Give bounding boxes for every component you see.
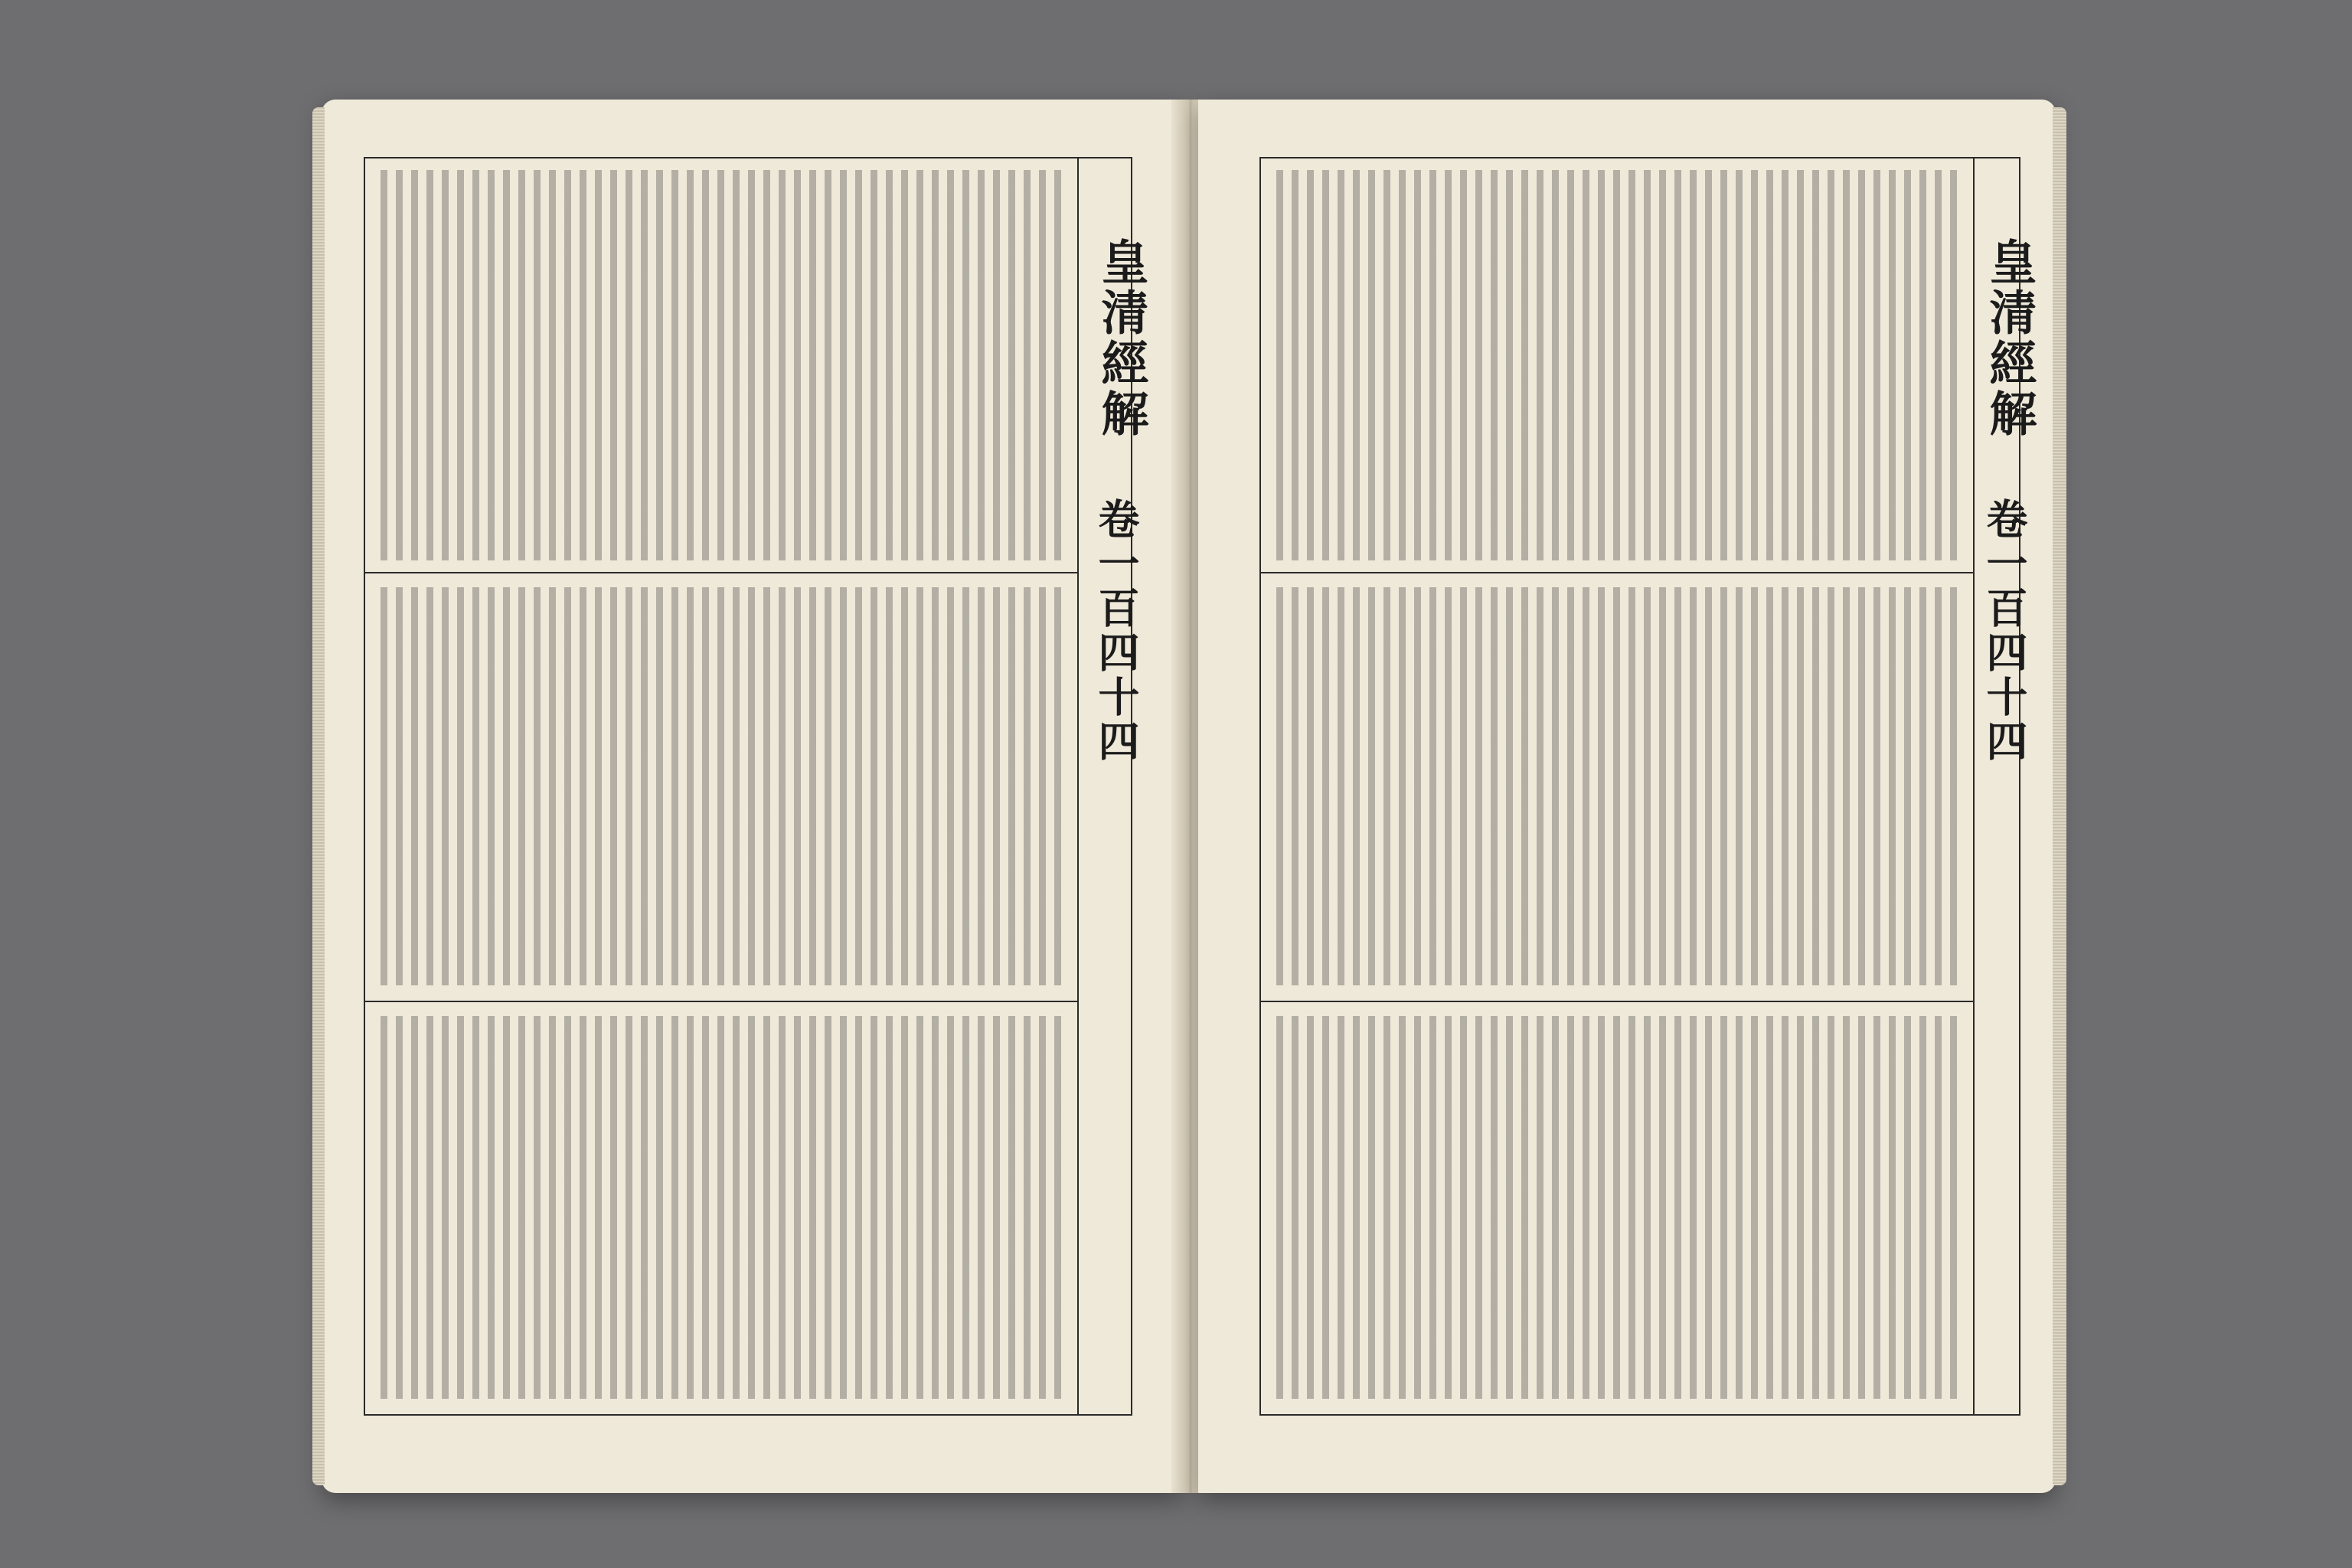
text-register-bottom (381, 1016, 1062, 1399)
text-register-middle (381, 587, 1062, 985)
page-edges-left (312, 107, 325, 1485)
text-register-bottom (1276, 1016, 1958, 1399)
register-rule-1 (365, 572, 1077, 573)
margin-rule (1077, 158, 1079, 1414)
margin-volume: 卷一百四十四 (1092, 498, 1141, 764)
margin-title: 皇清經解 (1981, 237, 2037, 439)
register-rule-2 (1261, 1001, 1973, 1002)
left-page-frame (364, 157, 1132, 1416)
text-register-middle (1276, 587, 1958, 985)
margin-title: 皇清經解 (1093, 237, 1149, 439)
left-page (322, 100, 1183, 1493)
register-rule-1 (1261, 572, 1973, 573)
register-rule-2 (365, 1001, 1077, 1002)
page-edges-right (2053, 107, 2066, 1485)
text-register-top (1276, 170, 1958, 560)
right-page (1198, 100, 2056, 1493)
open-book (322, 100, 2060, 1493)
text-register-top (381, 170, 1062, 560)
right-page-frame (1259, 157, 2020, 1416)
margin-rule (1973, 158, 1975, 1414)
margin-volume: 卷一百四十四 (1980, 498, 2029, 764)
